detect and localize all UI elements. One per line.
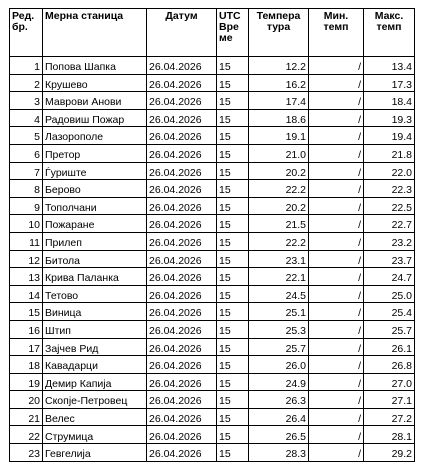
cell-date: 26.04.2026	[147, 303, 217, 321]
cell-no: 5	[10, 127, 43, 145]
cell-utc: 15	[217, 250, 249, 268]
table-row	[10, 109, 415, 127]
table-row	[10, 57, 415, 75]
cell-min-temp: /	[309, 408, 364, 426]
cell-date: 26.04.2026	[147, 162, 217, 180]
cell-min-temp: /	[309, 162, 364, 180]
cell-date: 26.04.2026	[147, 444, 217, 462]
cell-min-temp: /	[309, 268, 364, 286]
cell-min-temp: /	[309, 144, 364, 162]
cell-utc: 15	[217, 197, 249, 215]
table-row	[10, 285, 415, 303]
cell-no: 7	[10, 162, 43, 180]
cell-no: 6	[10, 144, 43, 162]
cell-min-temp: /	[309, 285, 364, 303]
cell-utc: 15	[217, 162, 249, 180]
table-row	[10, 426, 415, 444]
cell-max-temp: 27.1	[364, 391, 415, 409]
cell-date: 26.04.2026	[147, 426, 217, 444]
table-row	[10, 444, 415, 462]
cell-station: Битола	[43, 250, 147, 268]
cell-max-temp: 22.3	[364, 180, 415, 198]
cell-min-temp: /	[309, 391, 364, 409]
cell-max-temp: 21.8	[364, 144, 415, 162]
cell-date: 26.04.2026	[147, 109, 217, 127]
cell-min-temp: /	[309, 356, 364, 374]
cell-utc: 15	[217, 127, 249, 145]
cell-utc: 15	[217, 303, 249, 321]
cell-max-temp: 13.4	[364, 57, 415, 75]
cell-station: Велес	[43, 408, 147, 426]
cell-no: 8	[10, 180, 43, 198]
table-row	[10, 303, 415, 321]
cell-min-temp: /	[309, 338, 364, 356]
table-row	[10, 250, 415, 268]
table-row	[10, 338, 415, 356]
cell-station: Демир Капија	[43, 373, 147, 391]
cell-max-temp: 29.2	[364, 444, 415, 462]
cell-no: 17	[10, 338, 43, 356]
cell-utc: 15	[217, 92, 249, 110]
cell-station: Попова Шапка	[43, 57, 147, 75]
header-row	[10, 9, 415, 57]
cell-temperature: 25.1	[249, 303, 309, 321]
cell-min-temp: /	[309, 74, 364, 92]
cell-station: Претор	[43, 144, 147, 162]
cell-temperature: 12.2	[249, 57, 309, 75]
cell-utc: 15	[217, 373, 249, 391]
cell-utc: 15	[217, 338, 249, 356]
cell-date: 26.04.2026	[147, 57, 217, 75]
cell-utc: 15	[217, 408, 249, 426]
cell-temperature: 25.3	[249, 320, 309, 338]
document-page	[9, 8, 415, 462]
cell-no: 2	[10, 74, 43, 92]
header-station: Мерна станица	[43, 9, 147, 57]
cell-date: 26.04.2026	[147, 180, 217, 198]
cell-date: 26.04.2026	[147, 338, 217, 356]
cell-date: 26.04.2026	[147, 320, 217, 338]
cell-utc: 15	[217, 426, 249, 444]
cell-temperature: 22.2	[249, 232, 309, 250]
table-row	[10, 127, 415, 145]
cell-no: 18	[10, 356, 43, 374]
cell-utc: 15	[217, 356, 249, 374]
cell-date: 26.04.2026	[147, 92, 217, 110]
cell-utc: 15	[217, 144, 249, 162]
table-row	[10, 180, 415, 198]
cell-no: 10	[10, 215, 43, 233]
table-row	[10, 92, 415, 110]
cell-temperature: 18.6	[249, 109, 309, 127]
cell-station: Скопје-Петровец	[43, 391, 147, 409]
cell-utc: 15	[217, 180, 249, 198]
table-row	[10, 144, 415, 162]
cell-temperature: 21.0	[249, 144, 309, 162]
cell-min-temp: /	[309, 373, 364, 391]
cell-station: Штип	[43, 320, 147, 338]
cell-max-temp: 24.7	[364, 268, 415, 286]
cell-temperature: 26.4	[249, 408, 309, 426]
cell-min-temp: /	[309, 127, 364, 145]
cell-date: 26.04.2026	[147, 356, 217, 374]
cell-max-temp: 19.4	[364, 127, 415, 145]
cell-station: Лазорополе	[43, 127, 147, 145]
cell-no: 11	[10, 232, 43, 250]
cell-min-temp: /	[309, 57, 364, 75]
cell-max-temp: 18.4	[364, 92, 415, 110]
cell-temperature: 26.3	[249, 391, 309, 409]
table-row	[10, 356, 415, 374]
cell-min-temp: /	[309, 426, 364, 444]
cell-min-temp: /	[309, 250, 364, 268]
cell-station: Кавадарци	[43, 356, 147, 374]
table-body	[10, 57, 415, 462]
cell-date: 26.04.2026	[147, 285, 217, 303]
cell-station: Берово	[43, 180, 147, 198]
cell-utc: 15	[217, 320, 249, 338]
table-row	[10, 320, 415, 338]
cell-max-temp: 27.0	[364, 373, 415, 391]
cell-temperature: 22.2	[249, 180, 309, 198]
cell-no: 4	[10, 109, 43, 127]
header-date: Датум	[147, 9, 217, 57]
table-row	[10, 268, 415, 286]
cell-temperature: 24.9	[249, 373, 309, 391]
cell-max-temp: 23.2	[364, 232, 415, 250]
cell-temperature: 21.5	[249, 215, 309, 233]
cell-station: Радовиш Пожар	[43, 109, 147, 127]
cell-max-temp: 22.0	[364, 162, 415, 180]
cell-max-temp: 22.7	[364, 215, 415, 233]
cell-max-temp: 25.0	[364, 285, 415, 303]
cell-temperature: 24.5	[249, 285, 309, 303]
cell-max-temp: 26.8	[364, 356, 415, 374]
cell-temperature: 16.2	[249, 74, 309, 92]
cell-utc: 15	[217, 232, 249, 250]
cell-date: 26.04.2026	[147, 250, 217, 268]
cell-no: 14	[10, 285, 43, 303]
cell-max-temp: 25.4	[364, 303, 415, 321]
cell-max-temp: 26.1	[364, 338, 415, 356]
cell-max-temp: 23.7	[364, 250, 415, 268]
table-header	[10, 9, 415, 57]
cell-min-temp: /	[309, 232, 364, 250]
cell-no: 16	[10, 320, 43, 338]
table-row	[10, 74, 415, 92]
cell-date: 26.04.2026	[147, 74, 217, 92]
cell-no: 22	[10, 426, 43, 444]
cell-station: Крива Паланка	[43, 268, 147, 286]
cell-utc: 15	[217, 391, 249, 409]
cell-max-temp: 19.3	[364, 109, 415, 127]
cell-date: 26.04.2026	[147, 408, 217, 426]
cell-station: Маврови Анови	[43, 92, 147, 110]
cell-temperature: 20.2	[249, 162, 309, 180]
cell-utc: 15	[217, 285, 249, 303]
cell-min-temp: /	[309, 180, 364, 198]
cell-utc: 15	[217, 268, 249, 286]
table-row	[10, 408, 415, 426]
cell-max-temp: 17.3	[364, 74, 415, 92]
cell-no: 23	[10, 444, 43, 462]
cell-temperature: 26.5	[249, 426, 309, 444]
cell-station: Ѓуриште	[43, 162, 147, 180]
cell-no: 1	[10, 57, 43, 75]
cell-max-temp: 25.7	[364, 320, 415, 338]
cell-station: Тополчани	[43, 197, 147, 215]
cell-max-temp: 28.1	[364, 426, 415, 444]
cell-temperature: 22.1	[249, 268, 309, 286]
cell-min-temp: /	[309, 197, 364, 215]
cell-date: 26.04.2026	[147, 144, 217, 162]
cell-max-temp: 22.5	[364, 197, 415, 215]
header-min-temp: Мин. темп	[309, 9, 364, 57]
cell-min-temp: /	[309, 92, 364, 110]
table-row	[10, 391, 415, 409]
cell-no: 21	[10, 408, 43, 426]
table-row	[10, 197, 415, 215]
cell-station: Пожаране	[43, 215, 147, 233]
weather-stations-table	[9, 8, 415, 462]
cell-no: 15	[10, 303, 43, 321]
cell-no: 20	[10, 391, 43, 409]
header-no: Ред. бр.	[10, 9, 43, 57]
cell-utc: 15	[217, 109, 249, 127]
cell-date: 26.04.2026	[147, 197, 217, 215]
cell-date: 26.04.2026	[147, 268, 217, 286]
cell-date: 26.04.2026	[147, 232, 217, 250]
cell-max-temp: 27.2	[364, 408, 415, 426]
cell-temperature: 23.1	[249, 250, 309, 268]
cell-no: 19	[10, 373, 43, 391]
cell-station: Струмица	[43, 426, 147, 444]
cell-min-temp: /	[309, 444, 364, 462]
cell-no: 12	[10, 250, 43, 268]
cell-no: 3	[10, 92, 43, 110]
cell-utc: 15	[217, 57, 249, 75]
cell-utc: 15	[217, 444, 249, 462]
cell-temperature: 26.0	[249, 356, 309, 374]
cell-no: 9	[10, 197, 43, 215]
table-row	[10, 162, 415, 180]
cell-station: Крушево	[43, 74, 147, 92]
cell-station: Зајчев Рид	[43, 338, 147, 356]
cell-date: 26.04.2026	[147, 127, 217, 145]
cell-min-temp: /	[309, 303, 364, 321]
cell-min-temp: /	[309, 320, 364, 338]
cell-temperature: 28.3	[249, 444, 309, 462]
cell-utc: 15	[217, 74, 249, 92]
cell-no: 13	[10, 268, 43, 286]
cell-station: Тетово	[43, 285, 147, 303]
header-temperature: Темпера тура	[249, 9, 309, 57]
cell-date: 26.04.2026	[147, 215, 217, 233]
table-row	[10, 215, 415, 233]
header-utc: UTC Вре ме	[217, 9, 249, 57]
cell-min-temp: /	[309, 109, 364, 127]
header-max-temp: Макс. темп	[364, 9, 415, 57]
cell-temperature: 19.1	[249, 127, 309, 145]
table-row	[10, 373, 415, 391]
cell-station: Гевгелија	[43, 444, 147, 462]
cell-station: Виница	[43, 303, 147, 321]
cell-min-temp: /	[309, 215, 364, 233]
cell-date: 26.04.2026	[147, 373, 217, 391]
cell-temperature: 20.2	[249, 197, 309, 215]
table-row	[10, 232, 415, 250]
cell-station: Прилеп	[43, 232, 147, 250]
cell-date: 26.04.2026	[147, 391, 217, 409]
cell-utc: 15	[217, 215, 249, 233]
cell-temperature: 25.7	[249, 338, 309, 356]
cell-temperature: 17.4	[249, 92, 309, 110]
